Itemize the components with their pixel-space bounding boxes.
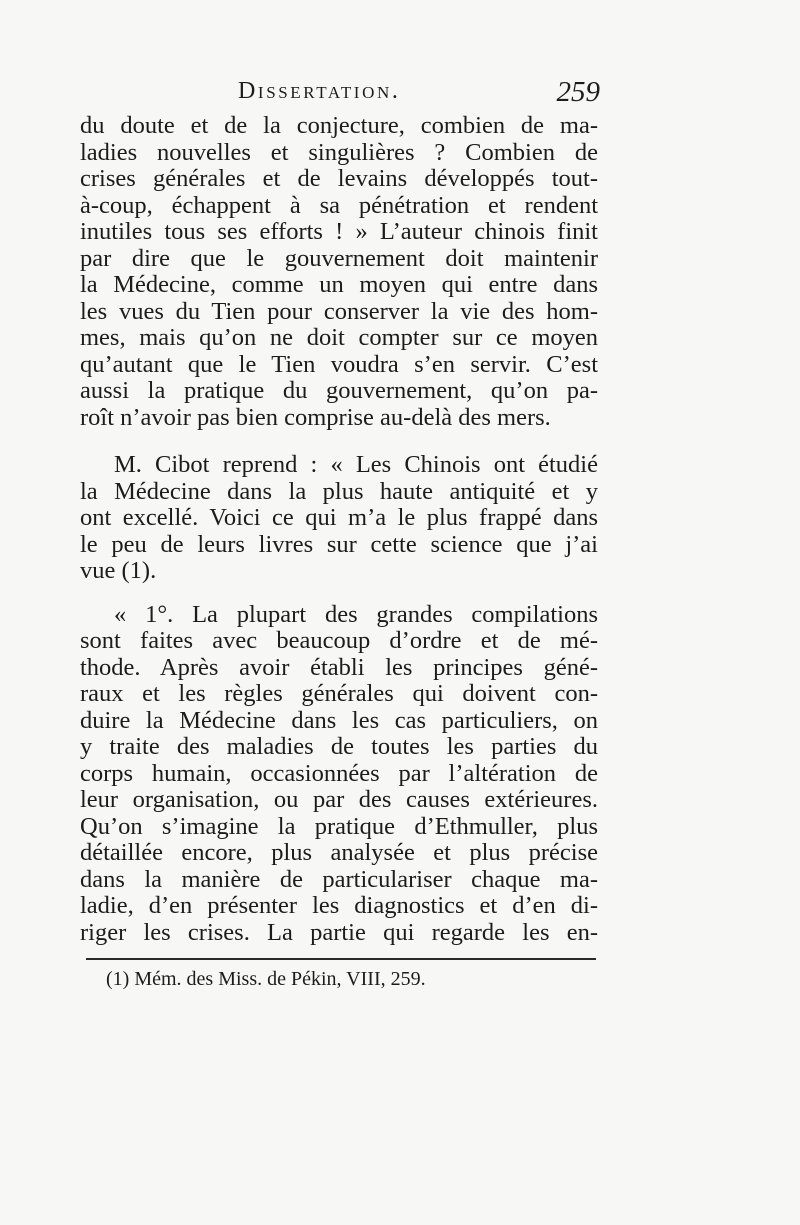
text-line: « 1°. La plupart des grandes compilations: [114, 600, 598, 628]
page-header: [78, 76, 600, 112]
footnote-rule: [86, 958, 596, 960]
text-line: roît n’avoir pas bien comprise au-delà des mers.: [80, 403, 551, 431]
text-line: ladies nouvelles et singulières ? Combien de: [80, 138, 598, 166]
footnote: (1) Mém. des Miss. de Pékin, VIII, 259.: [106, 968, 426, 990]
text-line: à-coup, échappent à sa pénétration et rendent: [80, 191, 598, 219]
page-number: 259: [556, 76, 600, 108]
text-line: thode. Après avoir établi les principes géné-: [80, 653, 598, 681]
text-line: duire la Médecine dans les cas particuliers, on: [80, 706, 598, 734]
text-line: sont faites avec beaucoup d’ordre et de mé-: [80, 627, 598, 654]
text-line: Qu’on s’imagine la pratique d’Ethmuller, plus: [80, 812, 598, 840]
paragraph-gap: [80, 431, 598, 452]
text-line: riger les crises. La partie qui regarde les en-: [80, 918, 598, 946]
text-line: qu’autant que le Tien voudra s’en servir. C’est: [80, 350, 598, 378]
text-line: y traite des maladies de toutes les parties du: [80, 733, 598, 760]
running-title: Dissertation.: [238, 78, 401, 104]
text-line: la Médecine dans la plus haute antiquité et y: [80, 477, 598, 505]
text-line: ladie, d’en présenter les diagnostics et d’en di-: [80, 892, 598, 919]
text-line: vue (1).: [80, 557, 157, 584]
text-line: le peu de leurs livres sur cette science que j’ai: [80, 530, 598, 558]
text-line: détaillée encore, plus analysée et plus précise: [80, 839, 598, 866]
text-line: du doute et de la conjecture, combien de ma-: [80, 112, 598, 139]
text-line: leur organisation, ou par des causes extérieures.: [80, 786, 598, 813]
paragraph-gap: [80, 585, 598, 602]
text-line: mes, mais qu’on ne doit compter sur ce moyen: [80, 324, 598, 351]
text-line: M. Cibot reprend : « Les Chinois ont étudié: [114, 451, 598, 478]
text-line: ont excellé. Voici ce qui m’a le plus frappé dans: [80, 504, 598, 531]
text-line: crises générales et de levains développés tout-: [80, 165, 598, 192]
text-line: la Médecine, comme un moyen qui entre dans: [80, 271, 598, 298]
body-text: [80, 113, 598, 946]
text-line: dans la manière de particulariser chaque ma-: [80, 865, 598, 893]
text-line: aussi la pratique du gouvernement, qu’on pa-: [80, 377, 598, 404]
text-line: raux et les règles générales qui doivent con-: [80, 680, 598, 707]
text-line: les vues du Tien pour conserver la vie des hom-: [80, 297, 598, 325]
text-line: par dire que le gouvernement doit maintenir: [80, 244, 598, 272]
text-line: inutiles tous ses efforts ! » L’auteur chinois finit: [80, 218, 598, 245]
text-line: corps humain, occasionnées par l’altération de: [80, 759, 598, 787]
